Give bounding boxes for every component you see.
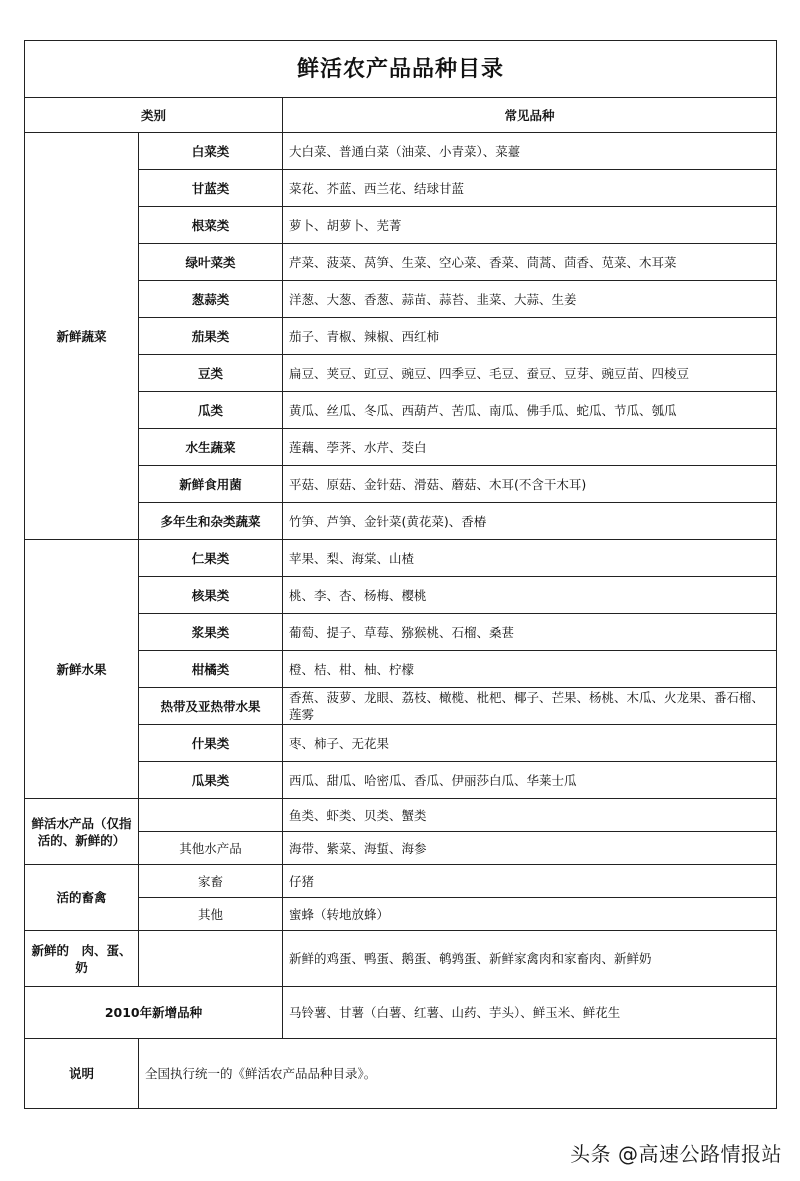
varieties-cell: 蜜蜂（转地放蜂） (283, 898, 777, 931)
subcategory-label: 葱蒜类 (139, 281, 283, 318)
varieties-cell: 枣、柿子、无花果 (283, 725, 777, 762)
varieties-cell: 萝卜、胡萝卜、芜菁 (283, 207, 777, 244)
subcategory-label: 豆类 (139, 355, 283, 392)
subcategory-label: 其他 (139, 898, 283, 931)
varieties-cell: 竹笋、芦笋、金针菜(黄花菜)、香椿 (283, 503, 777, 540)
varieties-cell: 新鲜的鸡蛋、鸭蛋、鹅蛋、鹌鹑蛋、新鲜家禽肉和家畜肉、新鲜奶 (283, 931, 777, 987)
table-row (25, 865, 777, 898)
subcategory-label: 水生蔬菜 (139, 429, 283, 466)
subcategory-label: 仁果类 (139, 540, 283, 577)
subcategory-label: 绿叶菜类 (139, 244, 283, 281)
subcategory-label (139, 931, 283, 987)
subcategory-label: 瓜类 (139, 392, 283, 429)
header-category: 类别 (25, 98, 283, 133)
varieties-cell: 芹菜、菠菜、莴笋、生菜、空心菜、香菜、茼蒿、茴香、苋菜、木耳菜 (283, 244, 777, 281)
varieties-cell: 马铃薯、甘薯（白薯、红薯、山药、芋头）、鲜玉米、鲜花生 (283, 987, 777, 1039)
varieties-cell: 大白菜、普通白菜（油菜、小青菜）、菜薹 (283, 133, 777, 170)
table-row (25, 133, 777, 170)
varieties-cell: 莲藕、荸荠、水芹、茭白 (283, 429, 777, 466)
varieties-cell: 桃、李、杏、杨梅、樱桃 (283, 577, 777, 614)
varieties-cell: 洋葱、大葱、香葱、蒜苗、蒜苔、韭菜、大蒜、生姜 (283, 281, 777, 318)
subcategory-label: 核果类 (139, 577, 283, 614)
table-row (25, 931, 777, 987)
varieties-cell: 黄瓜、丝瓜、冬瓜、西葫芦、苦瓜、南瓜、佛手瓜、蛇瓜、节瓜、瓠瓜 (283, 392, 777, 429)
subcategory-label: 什果类 (139, 725, 283, 762)
varieties-cell: 海带、紫菜、海蜇、海参 (283, 832, 777, 865)
category-meat-egg-milk: 新鲜的 肉、蛋、奶 (25, 931, 139, 987)
varieties-cell: 仔猪 (283, 865, 777, 898)
category-vegetables: 新鲜蔬菜 (25, 133, 139, 540)
note-label: 说明 (25, 1039, 139, 1109)
subcategory-label: 其他水产品 (139, 832, 283, 865)
subcategory-label: 柑橘类 (139, 651, 283, 688)
subcategory-label: 家畜 (139, 865, 283, 898)
varieties-cell: 菜花、芥蓝、西兰花、结球甘蓝 (283, 170, 777, 207)
varieties-cell: 葡萄、提子、草莓、猕猴桃、石榴、桑葚 (283, 614, 777, 651)
subcategory-label: 多年生和杂类蔬菜 (139, 503, 283, 540)
note-text: 全国执行统一的《鲜活农产品品种目录》。 (139, 1039, 777, 1109)
subcategory-label: 热带及亚热带水果 (139, 688, 283, 725)
varieties-cell: 苹果、梨、海棠、山楂 (283, 540, 777, 577)
catalog-table (24, 40, 777, 1109)
watermark-text: 头条 @高速公路情报站 (570, 1142, 782, 1166)
varieties-cell: 西瓜、甜瓜、哈密瓜、香瓜、伊丽莎白瓜、华莱士瓜 (283, 762, 777, 799)
header-varieties: 常见品种 (283, 98, 777, 133)
varieties-cell: 茄子、青椒、辣椒、西红柿 (283, 318, 777, 355)
subcategory-label: 甘蓝类 (139, 170, 283, 207)
category-aquatic: 鲜活水产品（仅指活的、新鲜的） (25, 799, 139, 865)
varieties-cell: 扁豆、荚豆、豇豆、豌豆、四季豆、毛豆、蚕豆、豆芽、豌豆苗、四棱豆 (283, 355, 777, 392)
subcategory-label: 浆果类 (139, 614, 283, 651)
varieties-cell: 平菇、原菇、金针菇、滑菇、蘑菇、木耳(不含干木耳) (283, 466, 777, 503)
table-row (25, 987, 777, 1039)
table-title: 鲜活农产品品种目录 (25, 41, 777, 98)
table-row (25, 540, 777, 577)
table-row (25, 1039, 777, 1109)
varieties-cell: 鱼类、虾类、贝类、蟹类 (283, 799, 777, 832)
subcategory-label: 瓜果类 (139, 762, 283, 799)
table-row (25, 799, 777, 832)
subcategory-label: 茄果类 (139, 318, 283, 355)
varieties-cell: 香蕉、菠萝、龙眼、荔枝、橄榄、枇杷、椰子、芒果、杨桃、木瓜、火龙果、番石榴、莲雾 (283, 688, 777, 725)
subcategory-label: 根菜类 (139, 207, 283, 244)
subcategory-label (139, 799, 283, 832)
category-new-2010: 2010年新增品种 (25, 987, 283, 1039)
subcategory-label: 新鲜食用菌 (139, 466, 283, 503)
varieties-cell: 橙、桔、柑、柚、柠檬 (283, 651, 777, 688)
category-livestock: 活的畜禽 (25, 865, 139, 931)
category-fruits: 新鲜水果 (25, 540, 139, 799)
subcategory-label: 白菜类 (139, 133, 283, 170)
